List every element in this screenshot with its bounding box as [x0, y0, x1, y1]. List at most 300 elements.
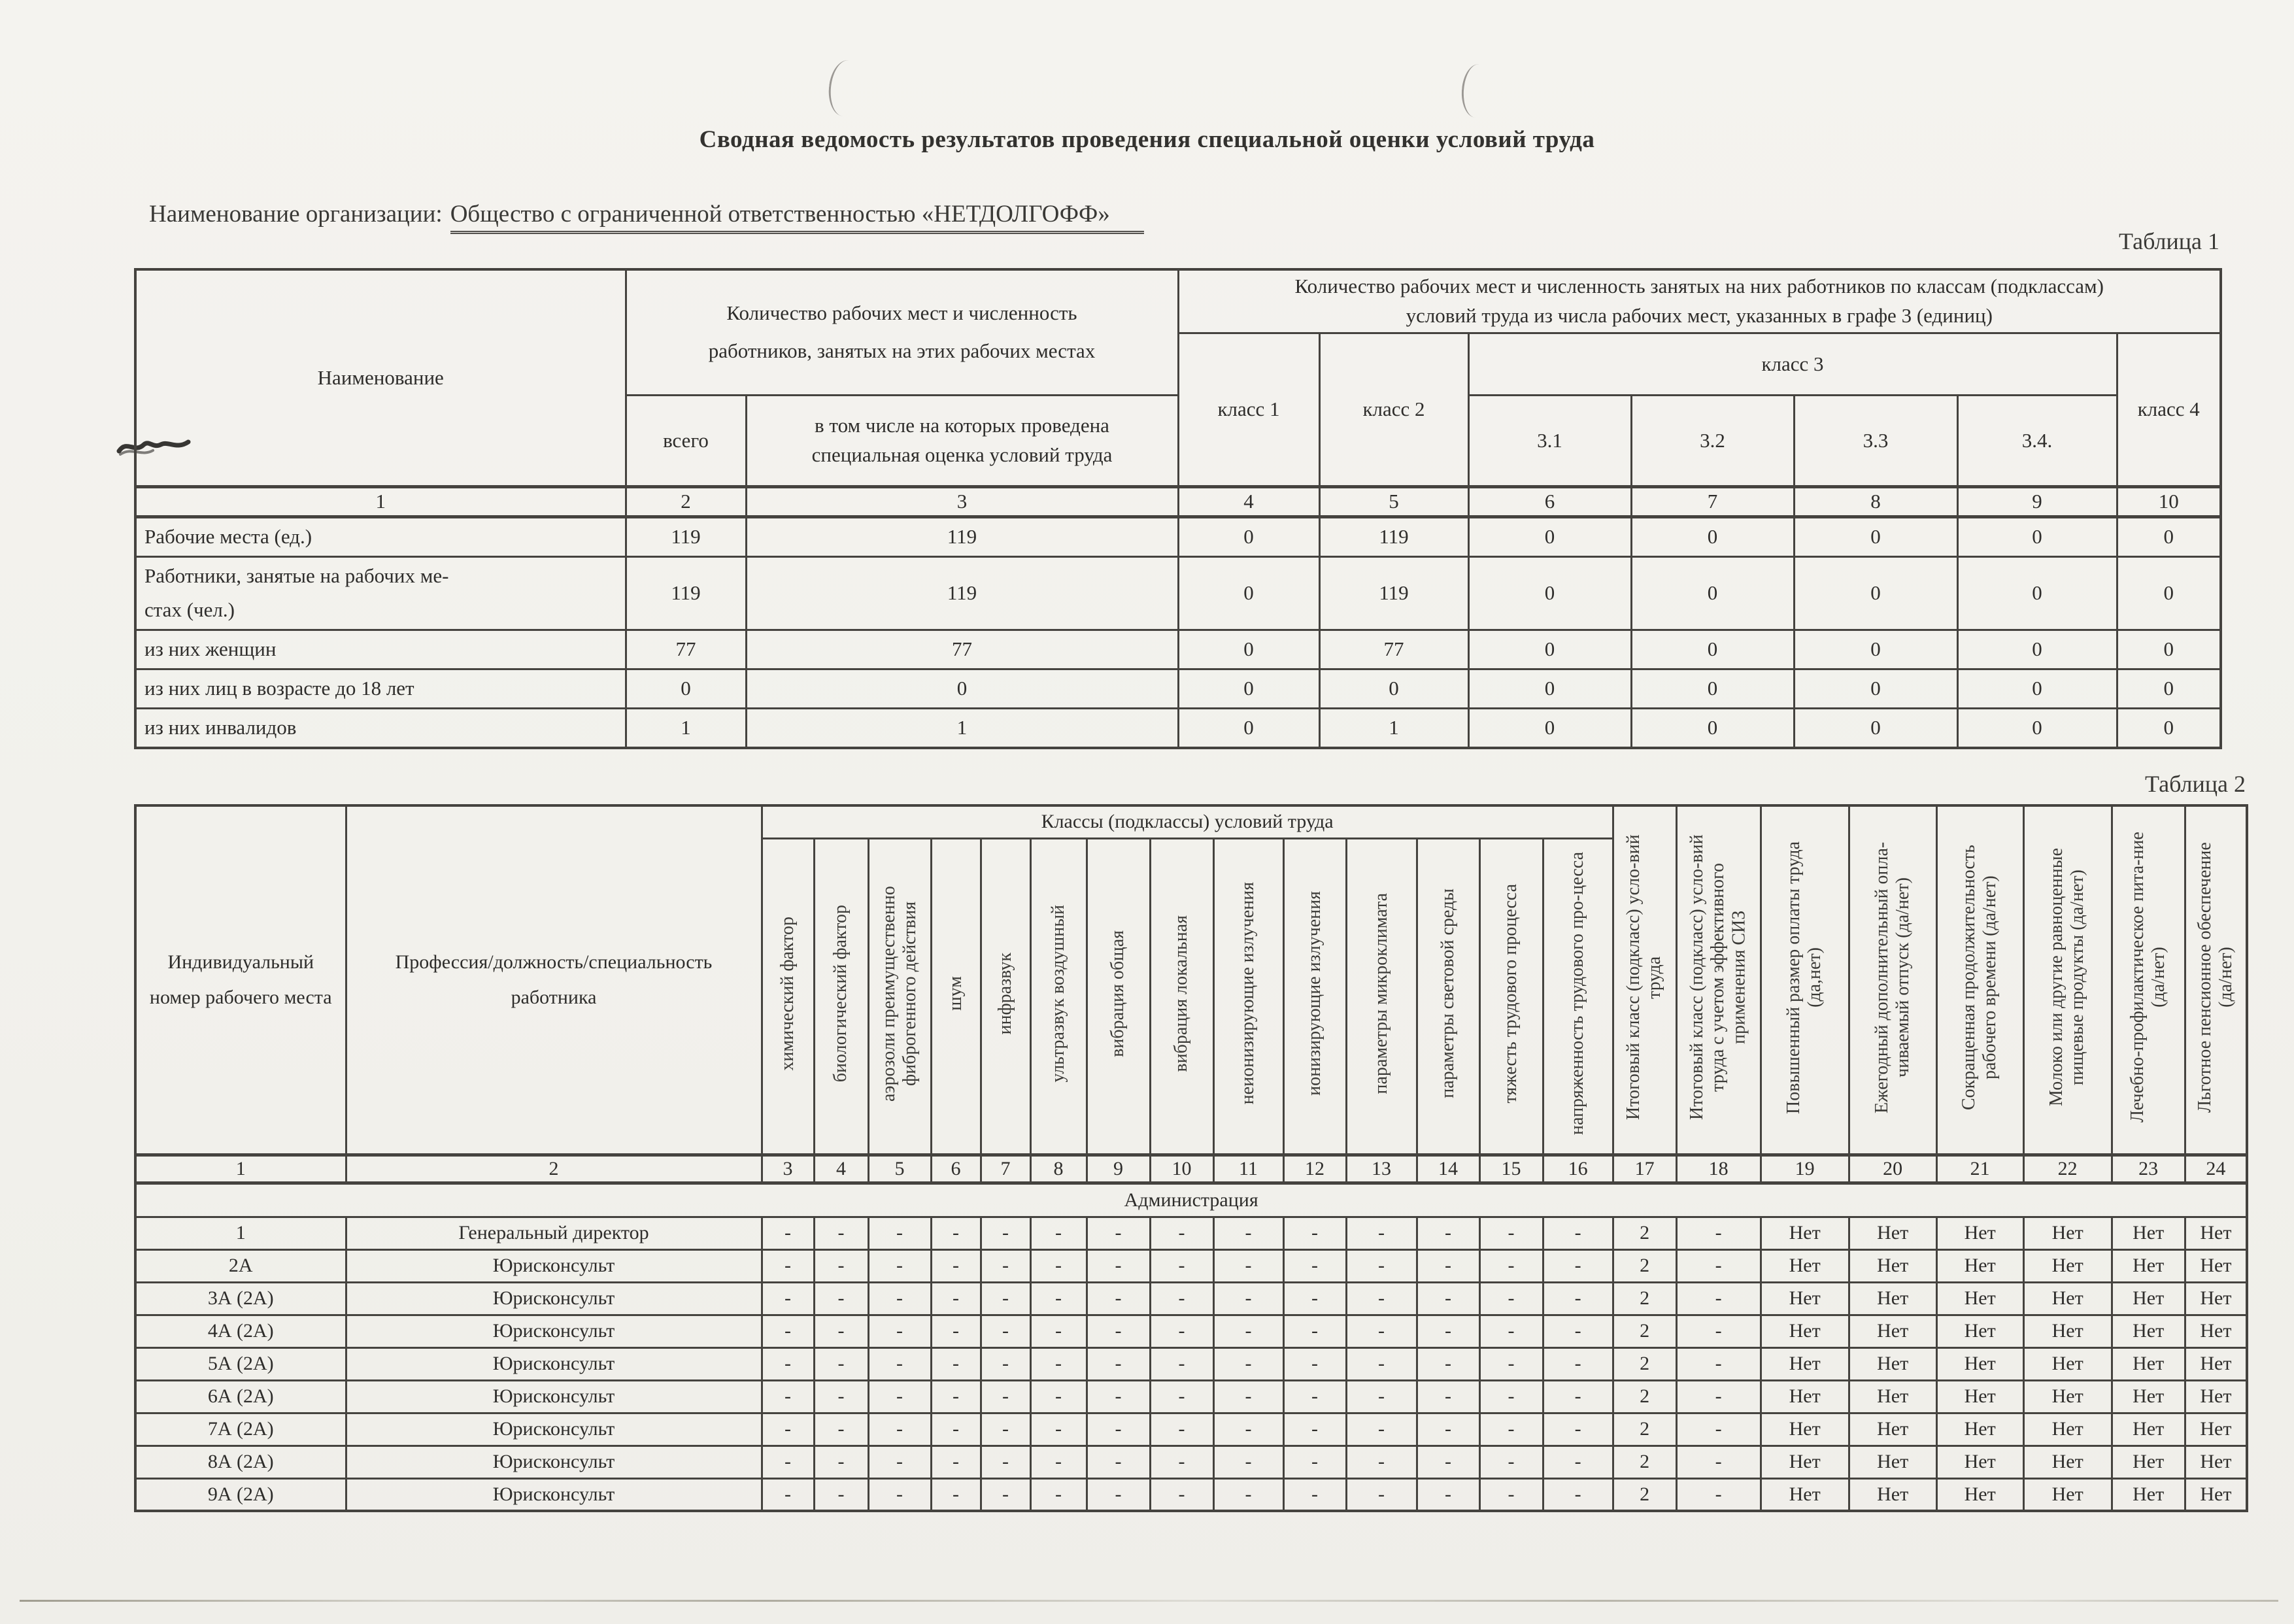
t1-row-label-text: из них лиц в возрасте до 18 лет — [144, 677, 414, 700]
t2-benefit-value: Нет — [2185, 1249, 2247, 1282]
t1-value: 119 — [746, 516, 1178, 556]
t2-column-number: 5 — [868, 1155, 931, 1183]
t1-header-count-group — [626, 269, 1178, 395]
t2-factor-value: - — [1283, 1249, 1346, 1282]
t2-factor-value: - — [1150, 1347, 1213, 1380]
t1-row-label-text: из них инвалидов — [144, 715, 297, 739]
t1-value: 119 — [1319, 516, 1468, 556]
t1-value: 0 — [1631, 630, 1794, 669]
t2-factor-value: - — [1543, 1413, 1613, 1446]
t2-factor-value: - — [1479, 1249, 1543, 1282]
t1-value: 0 — [1794, 556, 1957, 630]
t2-final-class: 2 — [1613, 1249, 1676, 1282]
t1-value: 0 — [1957, 630, 2117, 669]
t2-header-workplace-number-text: Индивидуальный номер рабочего места — [149, 951, 332, 1008]
t2-factor-value: - — [981, 1380, 1030, 1413]
t1-row-label-text: Работники, занятые на рабочих ме-стах (чел.) — [144, 564, 449, 622]
t2-factor-value: - — [868, 1380, 931, 1413]
t2-factor-value: - — [762, 1315, 814, 1347]
t1-value: 119 — [1319, 556, 1468, 630]
t2-benefit-value: Нет — [2023, 1249, 2112, 1282]
t2-factor-header-text: неионизирующие излучения — [1238, 882, 1258, 1105]
t2-workplace-number: 6А (2А) — [135, 1380, 346, 1413]
t2-column-number: 10 — [1150, 1155, 1213, 1183]
t2-factor-value: - — [1213, 1446, 1283, 1478]
t2-factor-header-text: биологический фактор — [830, 904, 851, 1083]
t2-factor-value: - — [1417, 1347, 1479, 1380]
t2-factor-value: - — [1283, 1217, 1346, 1249]
t2-benefit-value: Нет — [1936, 1478, 2023, 1511]
t1-value: 0 — [626, 669, 746, 708]
t2-factor-value: - — [1030, 1478, 1087, 1511]
t2-workplace-number: 4А (2А) — [135, 1315, 346, 1347]
t2-factor-value: - — [814, 1446, 868, 1478]
t2-final-class: 2 — [1613, 1217, 1676, 1249]
t2-factor-header — [1479, 838, 1543, 1155]
t2-factor-header — [931, 838, 981, 1155]
t2-benefit-value: Нет — [2185, 1217, 2247, 1249]
t2-factor-value: - — [931, 1347, 981, 1380]
t2-factor-value: - — [1346, 1446, 1417, 1478]
t2-header-preferential-pension — [2185, 805, 2247, 1155]
t2-factor-value: - — [1030, 1446, 1087, 1478]
t2-column-number: 3 — [762, 1155, 814, 1183]
t2-factor-value: - — [814, 1282, 868, 1315]
t2-factor-value: - — [1150, 1380, 1213, 1413]
t2-factor-value: - — [762, 1217, 814, 1249]
t2-factor-value: - — [981, 1478, 1030, 1511]
t2-factor-value: - — [868, 1478, 931, 1511]
t1-value: 0 — [1631, 708, 1794, 747]
t2-factor-header-text: параметры микроклимата — [1370, 892, 1391, 1094]
t2-benefit-value: Нет — [2185, 1282, 2247, 1315]
t1-value: 0 — [1957, 669, 2117, 708]
t2-benefit-value: Нет — [2185, 1446, 2247, 1478]
t2-final-class: 2 — [1613, 1315, 1676, 1347]
t2-benefit-value: Нет — [2023, 1315, 2112, 1347]
t1-row-label-text: Рабочие места (ед.) — [144, 524, 312, 548]
t2-benefit-value: Нет — [1761, 1347, 1849, 1380]
table2-row — [135, 1282, 2247, 1315]
t2-factor-value: - — [1030, 1413, 1087, 1446]
t2-factor-header — [1543, 838, 1613, 1155]
t2-profession: Юрисконсульт — [346, 1315, 762, 1347]
t1-row-label-text: из них женщин — [144, 637, 277, 661]
t1-value: 0 — [1178, 669, 1319, 708]
t2-final-class-siz: - — [1676, 1446, 1761, 1478]
t1-value: 0 — [1957, 516, 2117, 556]
t2-factor-value: - — [762, 1380, 814, 1413]
t2-factor-value: - — [1213, 1315, 1283, 1347]
t2-factor-value: - — [868, 1249, 931, 1282]
t2-benefit-value: Нет — [2023, 1347, 2112, 1380]
t2-factor-value: - — [762, 1249, 814, 1282]
t2-factor-value: - — [1543, 1380, 1613, 1413]
t2-factor-header — [1417, 838, 1479, 1155]
t2-factor-value: - — [814, 1413, 868, 1446]
t2-header-therapeutic-food-text: Лечебно-профилактическое пита-ние (да/нет) — [2127, 832, 2169, 1123]
table2-row — [135, 1478, 2247, 1511]
t2-benefit-value: Нет — [1936, 1249, 2023, 1282]
t2-column-number: 1 — [135, 1155, 346, 1183]
t1-value: 0 — [2117, 630, 2221, 669]
t2-header-reduced-hours — [1936, 805, 2023, 1155]
t2-factor-value: - — [814, 1478, 868, 1511]
t2-benefit-value: Нет — [2112, 1282, 2185, 1315]
t2-benefit-value: Нет — [1936, 1413, 2023, 1446]
t1-value: 1 — [746, 708, 1178, 747]
t2-benefit-value: Нет — [2023, 1478, 2112, 1511]
t1-column-number: 1 — [135, 486, 626, 516]
t2-benefit-value: Нет — [2112, 1217, 2185, 1249]
table1-row — [135, 630, 2221, 669]
t2-factor-header-text: химический фактор — [777, 916, 798, 1071]
t2-factor-value: - — [1087, 1347, 1150, 1380]
t2-factor-value: - — [1346, 1282, 1417, 1315]
t2-benefit-value: Нет — [1849, 1413, 1936, 1446]
t2-benefit-value: Нет — [2112, 1446, 2185, 1478]
t2-column-number: 19 — [1761, 1155, 1849, 1183]
t2-benefit-value: Нет — [1936, 1380, 2023, 1413]
t2-factor-value: - — [868, 1446, 931, 1478]
t2-header-final-class-siz-text: Итоговый класс (подкласс) усло-вий труда с учетом эффективного применения СИЗ — [1687, 834, 1749, 1121]
t2-factor-value: - — [1346, 1380, 1417, 1413]
organization-line — [149, 200, 1144, 228]
table2-row — [135, 1413, 2247, 1446]
t1-column-number: 5 — [1319, 486, 1468, 516]
t2-factor-value: - — [1213, 1282, 1283, 1315]
t2-factor-value: - — [1479, 1347, 1543, 1380]
t1-column-number: 9 — [1957, 486, 2117, 516]
t2-factor-value: - — [1213, 1413, 1283, 1446]
t2-header-reduced-hours-text: Сокращенная продолжительность рабочего времени (да/нет) — [1959, 844, 2000, 1110]
t2-benefit-value: Нет — [1761, 1380, 1849, 1413]
t2-factor-header-text: тяжесть трудового процесса — [1500, 883, 1521, 1104]
t1-value: 0 — [1468, 630, 1631, 669]
t1-header-class3: класс 3 — [1468, 333, 2117, 395]
t2-column-number: 11 — [1213, 1155, 1283, 1183]
t1-column-numbers-row — [135, 486, 2221, 516]
t2-benefit-value: Нет — [1936, 1217, 2023, 1249]
t1-column-number: 6 — [1468, 486, 1631, 516]
t1-header-name: Наименование — [135, 269, 626, 486]
t2-header-profession — [346, 805, 762, 1155]
t2-factor-value: - — [1283, 1413, 1346, 1446]
t1-value: 0 — [1957, 556, 2117, 630]
t2-benefit-value: Нет — [2023, 1413, 2112, 1446]
t2-factor-header — [1213, 838, 1283, 1155]
t2-factor-value: - — [814, 1315, 868, 1347]
t2-factor-value: - — [1087, 1217, 1150, 1249]
t2-factor-header-text: аэрозоли преимущественно фиброгенного действия — [878, 885, 920, 1102]
t1-value: 0 — [1178, 516, 1319, 556]
t2-profession: Юрисконсульт — [346, 1478, 762, 1511]
t1-value: 0 — [1631, 556, 1794, 630]
t2-profession: Юрисконсульт — [346, 1413, 762, 1446]
t2-column-number: 4 — [814, 1155, 868, 1183]
t2-factor-value: - — [981, 1446, 1030, 1478]
t2-factor-header-text: вибрация локальная — [1171, 915, 1192, 1072]
t1-value: 119 — [626, 556, 746, 630]
t2-benefit-value: Нет — [1849, 1347, 1936, 1380]
t1-value: 0 — [1794, 669, 1957, 708]
t2-benefit-value: Нет — [1936, 1347, 2023, 1380]
t2-factor-value: - — [1479, 1315, 1543, 1347]
t1-row-label — [135, 556, 626, 630]
t2-factor-value: - — [1087, 1380, 1150, 1413]
t2-factor-value: - — [1543, 1282, 1613, 1315]
t2-factor-value: - — [1417, 1217, 1479, 1249]
t2-column-number: 2 — [346, 1155, 762, 1183]
t2-benefit-value: Нет — [2112, 1315, 2185, 1347]
t2-factor-value: - — [1213, 1380, 1283, 1413]
t1-header-class2: класс 2 — [1319, 333, 1468, 486]
t2-factor-value: - — [1283, 1380, 1346, 1413]
t2-factor-value: - — [762, 1446, 814, 1478]
t2-header-raised-pay-text: Повышенный размер оплаты труда (да,нет) — [1783, 841, 1825, 1114]
t2-factor-value: - — [1030, 1217, 1087, 1249]
t1-value: 0 — [1178, 556, 1319, 630]
t2-benefit-value: Нет — [1761, 1413, 1849, 1446]
t2-benefit-value: Нет — [2112, 1249, 2185, 1282]
t2-workplace-number: 3А (2А) — [135, 1282, 346, 1315]
t1-value: 1 — [626, 708, 746, 747]
t2-factor-value: - — [1417, 1446, 1479, 1478]
t1-value: 0 — [1178, 630, 1319, 669]
t1-value: 0 — [746, 669, 1178, 708]
t2-header-final-class-siz — [1676, 805, 1761, 1155]
t2-factor-value: - — [931, 1380, 981, 1413]
t2-column-number: 21 — [1936, 1155, 2023, 1183]
t2-header-milk-text: Молоко или другие равноценные пищевые продукты (да/нет) — [2046, 848, 2088, 1107]
t1-value: 0 — [2117, 669, 2221, 708]
t2-final-class: 2 — [1613, 1347, 1676, 1380]
t2-factor-value: - — [1150, 1282, 1213, 1315]
t2-benefit-value: Нет — [1849, 1380, 1936, 1413]
t2-factor-value: - — [1030, 1380, 1087, 1413]
t1-value: 0 — [2117, 708, 2221, 747]
t1-header-sub34: 3.4. — [1957, 395, 2117, 486]
t2-workplace-number: 1 — [135, 1217, 346, 1249]
t1-header-total: всего — [626, 395, 746, 486]
t2-factor-header — [1087, 838, 1150, 1155]
t2-final-class-siz: - — [1676, 1249, 1761, 1282]
t1-value: 0 — [1468, 516, 1631, 556]
t2-factor-value: - — [1543, 1478, 1613, 1511]
t2-factor-value: - — [1283, 1347, 1346, 1380]
t1-value: 0 — [2117, 516, 2221, 556]
t2-factor-header — [1346, 838, 1417, 1155]
t1-row-label — [135, 708, 626, 747]
t1-value: 0 — [1794, 630, 1957, 669]
t2-final-class-siz: - — [1676, 1347, 1761, 1380]
t2-benefit-value: Нет — [2112, 1413, 2185, 1446]
t2-factor-header — [1150, 838, 1213, 1155]
t2-header-raised-pay — [1761, 805, 1849, 1155]
t2-factor-value: - — [931, 1478, 981, 1511]
t2-factor-value: - — [1346, 1347, 1417, 1380]
t2-benefit-value: Нет — [2112, 1478, 2185, 1511]
t2-profession: Юрисконсульт — [346, 1282, 762, 1315]
t2-factor-value: - — [981, 1249, 1030, 1282]
t1-value: 0 — [2117, 556, 2221, 630]
t2-factor-value: - — [1417, 1478, 1479, 1511]
t2-header-preferential-pension-text: Льготное пенсионное обеспечение (да/нет) — [2195, 841, 2236, 1113]
t1-value: 0 — [1794, 708, 1957, 747]
t2-factor-value: - — [762, 1413, 814, 1446]
t2-factor-value: - — [1213, 1249, 1283, 1282]
t2-header-final-class-text: Итоговый класс (подкласс) усло-вий труда — [1623, 834, 1665, 1121]
table1-caption: Таблица 1 — [2119, 228, 2219, 254]
t2-benefit-value: Нет — [1849, 1249, 1936, 1282]
t1-column-number: 3 — [746, 486, 1178, 516]
t2-factor-value: - — [814, 1347, 868, 1380]
t2-factor-header-text: напряженность трудового про-цесса — [1567, 852, 1588, 1135]
t1-header-sub33: 3.3 — [1794, 395, 1957, 486]
table1-row — [135, 516, 2221, 556]
t2-factor-value: - — [762, 1478, 814, 1511]
t2-benefit-value: Нет — [1936, 1282, 2023, 1315]
t2-factor-value: - — [1213, 1217, 1283, 1249]
t1-row-label — [135, 630, 626, 669]
t2-factor-value: - — [1283, 1315, 1346, 1347]
t2-factor-value: - — [1150, 1315, 1213, 1347]
t2-column-number: 24 — [2185, 1155, 2247, 1183]
t2-column-number: 18 — [1676, 1155, 1761, 1183]
t1-value: 77 — [1319, 630, 1468, 669]
t1-value: 0 — [1794, 516, 1957, 556]
t2-column-number: 22 — [2023, 1155, 2112, 1183]
t2-header-workplace-number — [135, 805, 346, 1155]
table1-row — [135, 556, 2221, 630]
t2-factor-value: - — [1283, 1282, 1346, 1315]
t2-factor-header — [762, 838, 814, 1155]
t2-factor-value: - — [1346, 1413, 1417, 1446]
t2-column-number: 20 — [1849, 1155, 1936, 1183]
t1-row-label — [135, 516, 626, 556]
t2-factor-value: - — [1283, 1446, 1346, 1478]
t2-final-class-siz: - — [1676, 1380, 1761, 1413]
t2-column-numbers-row — [135, 1155, 2247, 1183]
t2-profession: Юрисконсульт — [346, 1249, 762, 1282]
t2-final-class: 2 — [1613, 1413, 1676, 1446]
table2-row — [135, 1380, 2247, 1413]
t2-benefit-value: Нет — [1849, 1315, 1936, 1347]
scan-crease-mark-right — [1460, 63, 1494, 118]
t1-value: 0 — [1957, 708, 2117, 747]
t1-value: 77 — [626, 630, 746, 669]
t1-column-number: 2 — [626, 486, 746, 516]
t2-column-number: 12 — [1283, 1155, 1346, 1183]
t2-factor-value: - — [981, 1413, 1030, 1446]
t1-value: 0 — [1631, 669, 1794, 708]
t2-factor-value: - — [1417, 1413, 1479, 1446]
t2-factor-value: - — [762, 1347, 814, 1380]
t1-header-including-text: в том числе на которых проведена специальная оценка условий труда — [811, 413, 1113, 466]
t2-final-class-siz: - — [1676, 1315, 1761, 1347]
t2-factor-value: - — [1479, 1380, 1543, 1413]
t2-factor-value: - — [814, 1249, 868, 1282]
t1-column-number: 8 — [1794, 486, 1957, 516]
t2-benefit-value: Нет — [1849, 1282, 1936, 1315]
t2-factor-header — [1030, 838, 1087, 1155]
t2-factor-value: - — [1087, 1315, 1150, 1347]
table1-row — [135, 708, 2221, 747]
t2-factor-value: - — [1479, 1217, 1543, 1249]
table2-row — [135, 1249, 2247, 1282]
t2-benefit-value: Нет — [2112, 1380, 2185, 1413]
t2-factor-value: - — [1030, 1249, 1087, 1282]
t2-benefit-value: Нет — [1761, 1478, 1849, 1511]
summary-table-1 — [134, 268, 2222, 749]
t1-value: 119 — [626, 516, 746, 556]
t2-factor-header-text: ультразвук воздушный — [1047, 904, 1068, 1083]
t2-factor-header — [868, 838, 931, 1155]
table1-row — [135, 669, 2221, 708]
t2-factor-value: - — [1346, 1478, 1417, 1511]
t2-factor-value: - — [1543, 1249, 1613, 1282]
t2-factor-value: - — [1030, 1282, 1087, 1315]
t2-factor-value: - — [814, 1380, 868, 1413]
t1-header-class4: класс 4 — [2117, 333, 2221, 486]
t2-profession: Юрисконсульт — [346, 1380, 762, 1413]
t2-factor-value: - — [1543, 1347, 1613, 1380]
t1-header-sub32: 3.2 — [1631, 395, 1794, 486]
t2-benefit-value: Нет — [2185, 1315, 2247, 1347]
t1-column-number: 4 — [1178, 486, 1319, 516]
t2-benefit-value: Нет — [1761, 1315, 1849, 1347]
t2-factor-header-text: ионизирующие излучения — [1304, 891, 1324, 1096]
t2-factor-value: - — [1417, 1380, 1479, 1413]
t2-final-class-siz: - — [1676, 1217, 1761, 1249]
t2-factor-value: - — [1150, 1217, 1213, 1249]
t1-value: 119 — [746, 556, 1178, 630]
t2-factor-value: - — [1087, 1249, 1150, 1282]
t2-final-class-siz: - — [1676, 1478, 1761, 1511]
t2-column-number: 9 — [1087, 1155, 1150, 1183]
t2-header-final-class — [1613, 805, 1676, 1155]
t2-final-class: 2 — [1613, 1446, 1676, 1478]
t2-body — [135, 1217, 2247, 1511]
t2-factor-value: - — [762, 1282, 814, 1315]
scan-crease-mark-left — [826, 59, 866, 118]
t2-factor-header-text: инфразвук — [994, 952, 1015, 1035]
organization-label: Наименование организации: — [149, 201, 443, 228]
t2-factor-value: - — [981, 1282, 1030, 1315]
t2-header-milk — [2023, 805, 2112, 1155]
t2-factor-value: - — [981, 1217, 1030, 1249]
t1-column-number: 10 — [2117, 486, 2221, 516]
t2-factor-value: - — [1087, 1413, 1150, 1446]
t2-benefit-value: Нет — [1936, 1315, 2023, 1347]
t1-value: 0 — [1178, 708, 1319, 747]
t2-factor-value: - — [1417, 1282, 1479, 1315]
t1-header-sub31: 3.1 — [1468, 395, 1631, 486]
t1-body — [135, 516, 2221, 747]
t1-row-label — [135, 669, 626, 708]
t2-factor-header-text: вибрация общая — [1107, 930, 1128, 1057]
t2-header-profession-text: Профессия/должность/специальность работника — [395, 951, 713, 1008]
t2-factor-header — [1283, 838, 1346, 1155]
t2-section-row — [135, 1183, 2247, 1217]
t2-factor-value: - — [1346, 1315, 1417, 1347]
t2-benefit-value: Нет — [2112, 1347, 2185, 1380]
t2-factor-value: - — [1543, 1315, 1613, 1347]
t2-factor-value: - — [1417, 1249, 1479, 1282]
t2-factor-header-text: шум — [945, 976, 966, 1011]
t2-factor-value: - — [1150, 1249, 1213, 1282]
t2-profession: Генеральный директор — [346, 1217, 762, 1249]
